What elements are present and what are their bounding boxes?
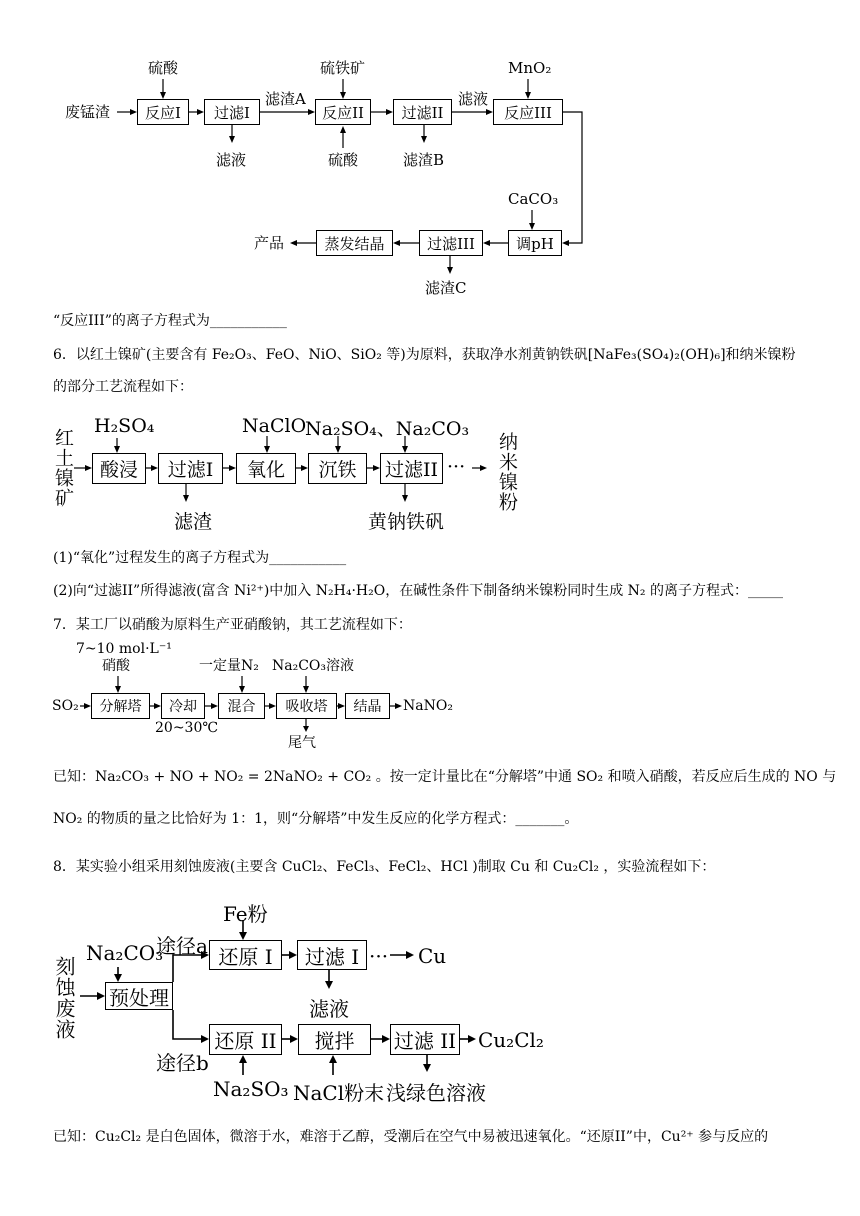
flow3-box-mixing: 混合 [218,693,265,719]
flow4-reagent-na2so3: Na₂SO₃ [213,1077,289,1101]
q6-sub1: (1)“氧化”过程发生的离子方程式为___________ [53,550,347,566]
flow2-reagent-h2so4: H₂SO₄ [94,415,155,437]
flow4-path-a: 途径a [156,934,208,958]
flow3-box-cooling: 冷却 [161,693,205,719]
flow3-concentration: 7~10 mol·L⁻¹ [76,641,172,657]
q7-known-line1: 已知：Na₂CO₃ + NO + NO₂ = 2NaNO₂ + CO₂ 。按一定计量比在“分解塔”中通 SO₂ 和喷入硝酸，若反应后生成的 NO 与 [53,769,837,785]
flow1-reagent2-top: 硫铁矿 [320,59,366,77]
q7-stem: 7．某工厂以硝酸为原料生产亚硝酸钠，其工艺流程如下： [53,617,412,633]
flow1-box-filter1: 过滤I [204,99,260,125]
flow2-box-filter1: 过滤I [158,453,223,484]
flow4-reagent-na2co3: Na₂CO₃ [86,941,164,965]
flow1-filtrate: 滤液 [216,151,247,169]
flow1-reagent4: CaCO₃ [508,190,559,208]
flow3-box-crystallization: 结晶 [345,693,390,719]
flow1-reagent1: 硫酸 [148,59,179,77]
flow2-reagent-na2so4-na2co3: Na₂SO₄、Na₂CO₃ [305,418,470,440]
flow4-box-reduction2: 还原 II [209,1024,282,1055]
flow1-residue-a: 滤渣A [265,90,306,108]
flow2-output-jarosite: 黄钠铁矾 [368,511,445,533]
flow1-residue-c: 滤渣C [425,279,467,297]
flow2-input: 红土镍矿 [52,428,74,508]
flow2-reagent-naclo: NaClO [242,415,307,437]
flow2-box-precipitate-iron: 沉铁 [308,453,367,484]
q6-stem-line1: 6．以红土镍矿(主要含有 Fe₂O₃、FeO、NiO、SiO₂ 等)为原料，获取净水剂黄钠铁矾[NaFe₃(SO₄)₂(OH)₆]和纳米镍粉 [53,347,796,363]
flow2-output-nano-nickel: 纳米镍粉 [496,432,518,512]
flow1-box-reaction2: 反应II [315,99,371,125]
flow1-box-reaction3: 反应III [493,99,563,125]
flow1-reagent3: MnO₂ [508,59,552,77]
flow4-filtrate: 滤液 [309,997,349,1021]
flow1-box-evaporate: 蒸发结晶 [316,230,393,256]
flow1-box-ph: 调pH [508,230,562,256]
flow3-reagent-na2co3: Na₂CO₃溶液 [272,658,355,674]
q8-stem: 8．某实验小组采用刻蚀废液(主要含 CuCl₂、FeCl₃、FeCl₂、HCl )制取 Cu 和 Cu₂Cl₂ ，实验流程如下： [53,859,716,875]
flow4-box-reduction1: 还原 I [209,940,282,970]
flow4-box-filter2: 过滤 II [390,1024,460,1055]
flow3-output-nano2: NaNO₂ [403,698,453,714]
q8-known: 已知：Cu₂Cl₂ 是白色固体，微溶于水，难溶于乙醇，受潮后在空气中易被迅速氧化。“还原II”中，Cu²⁺ 参与反应的 [53,1129,769,1145]
flow3-box-absorption-tower: 吸收塔 [276,693,337,719]
flow4-output-cu: Cu [418,944,447,968]
flow3-reagent-n2: 一定量N₂ [199,658,259,674]
flow1-box-reaction1: 反应I [137,99,189,125]
flow3-temperature: 20~30℃ [155,720,219,736]
flow1-input: 废锰渣 [65,103,111,121]
q7-known-line2: NO₂ 的物质的量之比恰好为 1：1，则“分解塔”中发生反应的化学方程式：_______。 [53,811,579,827]
flow3-box-decomposition-tower: 分解塔 [91,693,150,719]
flow4-reagent-fe: Fe粉 [223,902,268,926]
flow3-reagent-nitric: 硝酸 [102,658,130,674]
flow4-output-green-solution: 浅绿色溶液 [386,1081,486,1105]
flow4-box-filter1: 过滤 I [297,940,367,970]
flow4-box-pretreatment: 预处理 [105,982,173,1010]
flow1-reagent2-bottom: 硫酸 [328,151,359,169]
flow1-filtrate-out: 滤液 [458,90,489,108]
flow1-product: 产品 [254,234,285,252]
flow2-box-filter2: 过滤II [380,453,443,484]
flow4-path-b: 途径b [156,1051,209,1075]
q6-stem-line2: 的部分工艺流程如下： [53,379,193,395]
flow4-dots: ··· [369,944,389,968]
flow2-residue: 滤渣 [174,511,213,533]
flow4-output-cu2cl2: Cu₂Cl₂ [478,1028,544,1052]
q6-sub2: (2)向“过滤II”所得滤液(富含 Ni²⁺)中加入 N₂H₄·H₂O，在碱性条件下制备纳米镍粉同时生成 N₂ 的离子方程式：_____ [53,583,783,599]
flow1-box-filter3: 过滤III [419,230,483,256]
flow4-box-stirring: 搅拌 [298,1024,371,1055]
flow1-box-filter2: 过滤II [393,99,452,125]
flow2-dots: ··· [447,456,466,478]
flow4-reagent-nacl: NaCl粉末 [293,1081,385,1105]
flow1-residue-b: 滤渣B [403,151,445,169]
flow4-input: 刻蚀废液 [52,956,76,1040]
flow3-input-so2: SO₂ [52,698,79,714]
flow3-tail-gas: 尾气 [288,735,316,751]
q5-question-tail: “反应III”的离子方程式为___________ [53,313,287,329]
flow2-box-acid-leach: 酸浸 [92,453,146,484]
flow2-box-oxidation: 氧化 [236,453,296,484]
